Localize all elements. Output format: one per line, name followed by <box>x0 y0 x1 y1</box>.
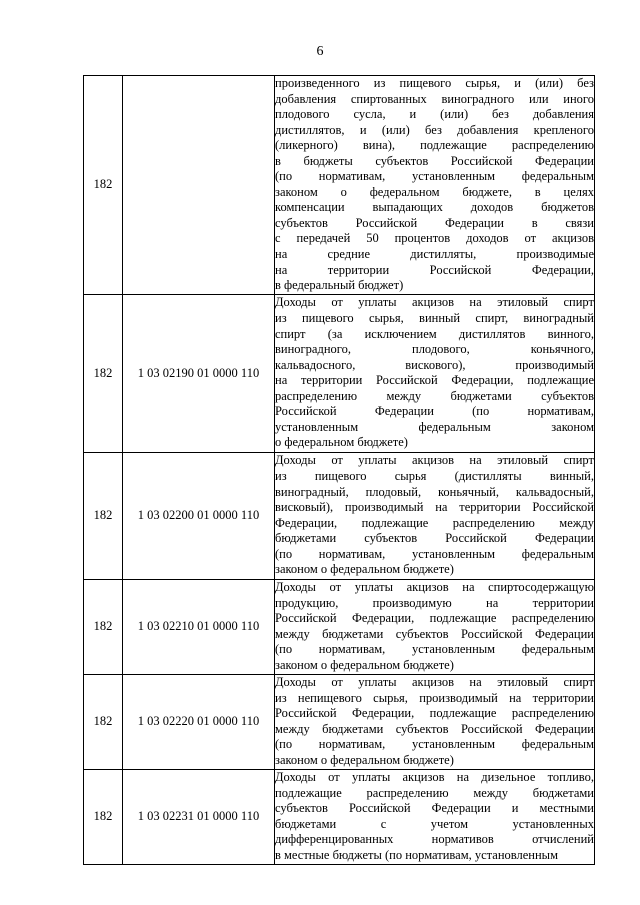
table-row <box>84 579 595 674</box>
description-line: (по нормативам, установленным федеральным <box>275 737 594 752</box>
description-line: (по нормативам, установленным федеральным <box>275 642 594 657</box>
description-line: виноградного, плодового, коньячного, <box>275 342 594 357</box>
revenue-description-cell <box>275 769 595 864</box>
description-line: из пищевого сырья, винный спирт, виноградный <box>275 310 594 325</box>
description-line: законом о федеральном бюджете) <box>275 657 454 672</box>
description-line: из непищевого сырья, производимый на территории <box>275 690 594 705</box>
description-line: спирт (за исключением дистиллятов винного, <box>275 326 594 341</box>
description-line: Российской Федерации, подлежащие распределению <box>275 611 594 626</box>
revenue-codes-table <box>83 75 595 865</box>
admin-code-cell: 182 <box>84 76 123 295</box>
description-line: Доходы от уплаты акцизов на спиртосодержащую <box>275 580 594 595</box>
description-line: Доходы от уплаты акцизов на этиловый спирт <box>275 675 594 690</box>
description-line: распределению между бюджетами субъектов <box>275 388 594 403</box>
budget-classification-code-cell: 1 03 02220 01 0000 110 <box>123 674 275 769</box>
description-line: между бюджетами субъектов Российской Федерации <box>275 626 594 641</box>
page-number: 6 <box>316 44 324 59</box>
revenue-description-cell <box>275 452 595 579</box>
description-line: (по нормативам, установленным федеральным <box>275 546 594 561</box>
description-line: добавления спиртованных виноградного или иного <box>275 91 594 106</box>
description-line: (ликерного) вина), подлежащие распределению <box>275 138 594 153</box>
table-row <box>84 674 595 769</box>
description-line: кальвадосного, вискового), производимый <box>275 357 594 372</box>
description-line: между бюджетами субъектов Российской Федерации <box>275 721 594 736</box>
description-line: субъектов Российской Федерации в связи <box>275 215 594 230</box>
description-line: установленным федеральным законом <box>275 419 594 434</box>
description-line: законом о федеральном бюджете) <box>275 752 454 767</box>
description-line: бюджетами субъектов Российской Федерации <box>275 531 594 546</box>
revenue-description-cell <box>275 674 595 769</box>
table-row <box>84 294 595 452</box>
description-line: компенсации выпадающих доходов бюджетов <box>275 200 594 215</box>
description-line: продукцию, производимую на территории <box>275 595 594 610</box>
description-line: из пищевого сырья (дистилляты винный, <box>275 469 594 484</box>
description-line: произведенного из пищевого сырья, и (или) без <box>275 76 594 90</box>
admin-code-cell: 182 <box>84 579 123 674</box>
description-line: Доходы от уплаты акцизов на этиловый спирт <box>275 453 594 468</box>
table-row <box>84 76 595 295</box>
description-line: Доходы от уплаты акцизов на этиловый спирт <box>275 295 594 310</box>
description-line: дифференцированных нормативов отчислений <box>275 832 594 847</box>
description-line: висковый), производимый на территории Российской <box>275 500 594 515</box>
description-line: в местные бюджеты (по нормативам, установленным <box>275 847 558 862</box>
description-line: Российской Федерации, подлежащие распределению <box>275 706 594 721</box>
revenue-description-cell <box>275 579 595 674</box>
table-body <box>84 76 595 865</box>
description-line: на территории Российской Федерации, подлежащие <box>275 373 594 388</box>
description-line: с передачей 50 процентов доходов от акцизов <box>275 231 594 246</box>
budget-classification-code-cell: 1 03 02231 01 0000 110 <box>123 769 275 864</box>
budget-classification-code-cell: 1 03 02200 01 0000 110 <box>123 452 275 579</box>
description-line: в бюджеты субъектов Российской Федерации <box>275 153 594 168</box>
description-line: на территории Российской Федерации, <box>275 262 594 277</box>
budget-classification-code-cell: 1 03 02210 01 0000 110 <box>123 579 275 674</box>
description-line: бюджетами с учетом установленных <box>275 816 594 831</box>
budget-classification-code-cell <box>123 76 275 295</box>
description-line: законом о федеральном бюджете, в целях <box>275 184 594 199</box>
admin-code-cell: 182 <box>84 674 123 769</box>
description-line: о федеральном бюджете) <box>275 435 408 450</box>
table-row <box>84 452 595 579</box>
description-line: в федеральный бюджет) <box>275 278 404 293</box>
admin-code-cell: 182 <box>84 294 123 452</box>
description-line: субъектов Российской Федерации и местными <box>275 801 594 816</box>
description-line: Российской Федерации (по нормативам, <box>275 404 594 419</box>
admin-code-cell: 182 <box>84 769 123 864</box>
description-line: (по нормативам, установленным федеральным <box>275 169 594 184</box>
description-line: дистиллятов, и (или) без добавления крепленого <box>275 122 594 137</box>
description-line: на средние дистилляты, производимые <box>275 247 594 262</box>
description-line: Федерации, подлежащие распределению между <box>275 515 594 530</box>
table-row <box>84 769 595 864</box>
revenue-description-cell <box>275 76 595 295</box>
description-line: законом о федеральном бюджете) <box>275 562 454 577</box>
revenue-description-cell <box>275 294 595 452</box>
budget-classification-code-cell: 1 03 02190 01 0000 110 <box>123 294 275 452</box>
description-line: плодового сусла, и (или) без добавления <box>275 107 594 122</box>
description-line: подлежащие распределению между бюджетами <box>275 785 594 800</box>
description-line: Доходы от уплаты акцизов на дизельное топливо, <box>275 770 594 785</box>
description-line: виноградный, плодовый, коньячный, кальвадосный, <box>275 484 594 499</box>
admin-code-cell: 182 <box>84 452 123 579</box>
